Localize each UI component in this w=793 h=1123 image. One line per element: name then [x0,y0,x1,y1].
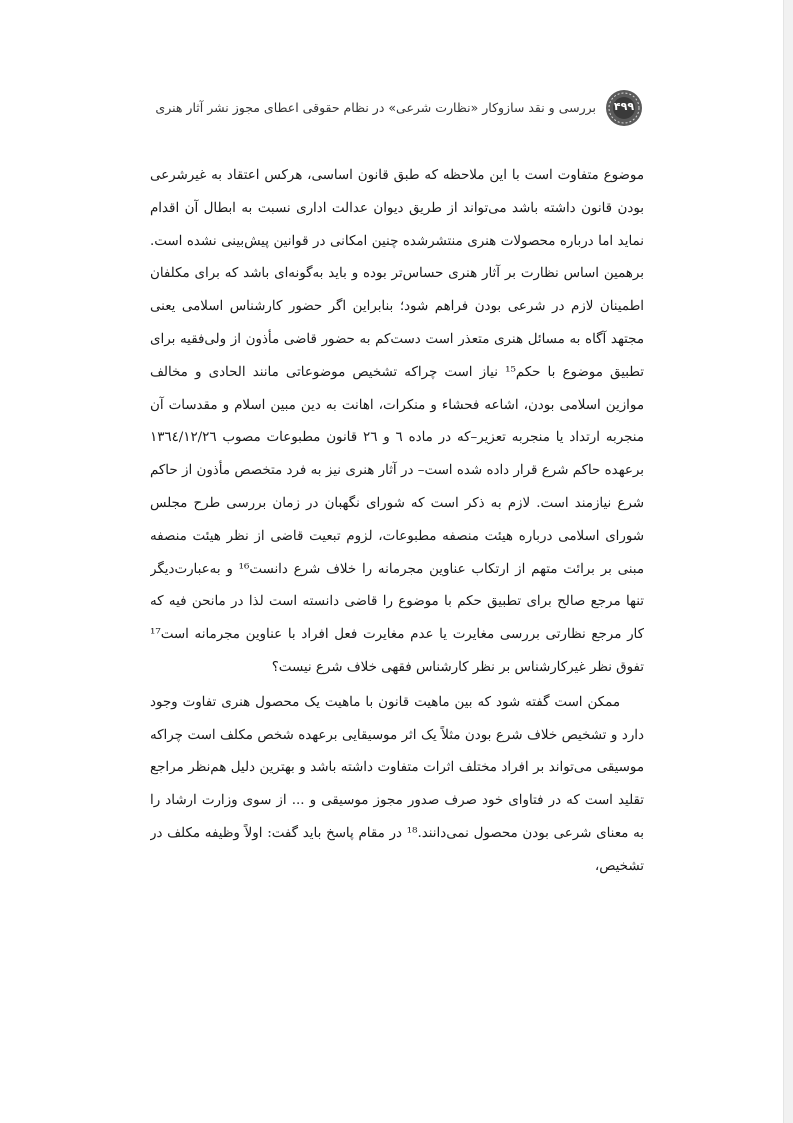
page-number: ۴۹۹ [613,100,635,113]
page-header [150,88,644,128]
running-title: بررسی و نقد سازوکار «نظارت شرعی» در نظام حقوقی اعطای مجوز نشر آثار هنری [155,100,596,115]
body-text [150,160,644,1040]
page-number-badge [604,88,644,128]
page-edge [783,0,793,1123]
paragraph-2: ممکن است گفته شود که بین ماهیت قانون با ماهیت یک محصول هنری تفاوت وجود دارد و تشخیص خلاف شرع بودن مثلاً یک اثر موسیقایی برعهده شخص مکلف است چراکه موسیقی می‌تواند بر افراد مختلف اثرات متفاوت داشته باشد و بهترین دلیل هم‌نظر مراجع تقلید است که در فتاوای خود صرف صدور مجوز موسیقی و ... از سوی وزارت ارشاد را به معنای شرعی بودن محصول نمی‌دانند.¹⁸ در مقام پاسخ باید گفت: اولاً وظیفه مکلف در تشخیص، [150,694,644,874]
paragraph-1: موضوع متفاوت است با این ملاحظه که طبق قانون اساسی، هرکس اعتقاد به غیرشرعی بودن قانون داشته باشد می‌تواند از طریق دیوان عدالت اداری نسبت به ابطال آن اقدام نماید اما درباره محصولات هنری منتشرشده چنین امکانی در قوانین پیش‌بینی نشده است. برهمین اساس نظارت بر آثار هنری حساس‌تر بوده و باید به‌گونه‌ای باشد که برای مکلفان اطمینان لازم در شرعی بودن فراهم شود؛ بنابراین اگر حضور کارشناس اسلامی یعنی مجتهد آگاه به مسائل هنری متعذر است دست‌کم به حضور قاضی مأذون از ولی‌فقیه برای تطبیق موضوع با حکم¹⁵ نیاز است چراکه تشخیص موضوعاتی مانند الحادی و مخالف موازین اسلامی بودن، اشاعه فحشاء و منکرات، اهانت به دین مبین اسلام و مقدسات آن منجربه ارتداد یا منجربه تعزیر–که در ماده ٦ و ٢٦ قانون مطبوعات مصوب ١٣٦٤/١٢/٢٦ برعهده حاکم شرع قرار داده شده است– در آثار هنری نیز به فرد متخصص مأذون از حاکم شرع نیازمند است. لازم به ذکر است که شورای نگهبان در زمان بررسی طرح مجلس شورای اسلامی درباره هیئت منصفه مطبوعات، لزوم تبعیت قاضی از نظر هیئت منصفه مبنی بر برائت متهم از ارتکاب عناوین مجرمانه را خلاف شرع دانست¹⁶ و به‌عبارت‌دیگر تنها مرجع صالح برای تطبیق حکم با موضوع را قاضی دانسته است لذا در مانحن فیه که کار مرجع نظارتی بررسی مغایرت یا عدم مغایرت فعل افراد با عناوین مجرمانه است¹⁷ تفوق نظر غیرکارشناس بر نظر کارشناس فقهی خلاف شرع نیست؟ [150,168,644,675]
